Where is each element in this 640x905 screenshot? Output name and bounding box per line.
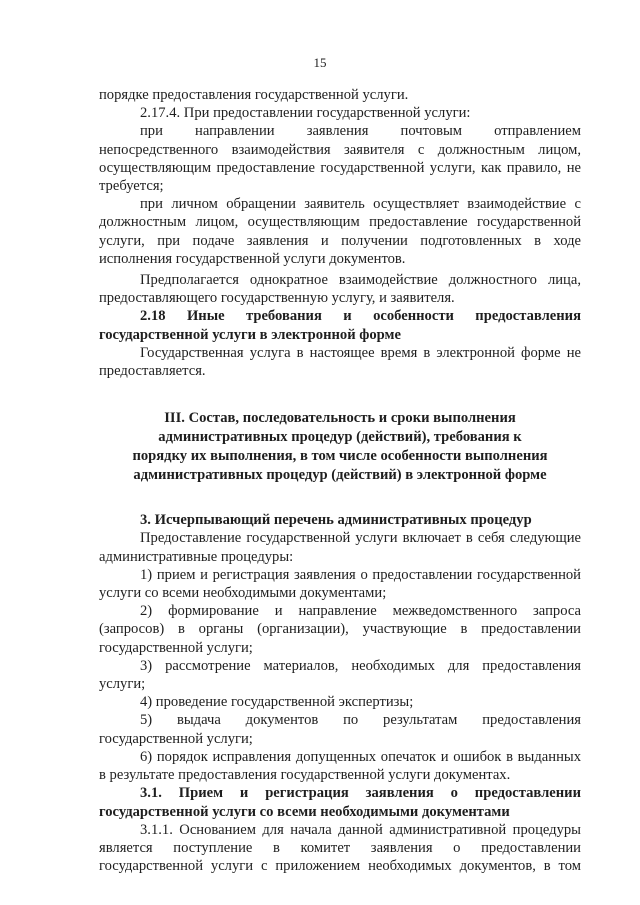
paragraph-electronic: Государственная услуга в настоящее время в электронной форме не предоставляется. xyxy=(99,344,581,380)
heading-3-1: 3.1. Прием и регистрация заявления о предоставлении государственной услуги со всеми необходимыми документами xyxy=(99,785,581,820)
paragraph-continuation: порядке предоставления государственной услуги. xyxy=(99,87,409,103)
section-title-line: III. Состав, последовательность и сроки выполнения xyxy=(164,410,516,427)
section-title xyxy=(99,409,581,485)
paragraph-2-17-4: 2.17.4. При предоставлении государственной услуги: xyxy=(140,105,471,122)
list-item-3: 3) рассмотрение материалов, необходимых для предоставления услуги; xyxy=(99,657,581,693)
paragraph-interaction: Предполагается однократное взаимодействие должностного лица, предоставляющего государственную услугу, и заявителя. xyxy=(99,272,581,307)
document-body xyxy=(99,86,581,875)
list-item-6: 6) порядок исправления допущенных опечаток и ошибок в выданных в результате предоставления государственной услуги документах. xyxy=(99,748,581,784)
heading-3: 3. Исчерпывающий перечень административных процедур xyxy=(140,512,532,529)
section-title-line: порядку их выполнения, в том числе особенности выполнения xyxy=(132,448,548,465)
section-title-line: административных процедур (действий), требования к xyxy=(158,429,522,446)
page-number: 15 xyxy=(313,55,327,70)
list-item-4: 4) проведение государственной экспертизы; xyxy=(140,694,414,711)
heading-2-18: 2.18 Иные требования и особенности предоставления государственной услуги в электронной форме xyxy=(99,308,581,343)
list-item-2: 2) формирование и направление межведомственного запроса (запросов) в органы (организации), участвующие в предоставлении государственной услуги; xyxy=(99,603,581,656)
paragraph-postal: при направлении заявления почтовым отправлением непосредственного взаимодействия заявителя с должностным лицом, осуществляющим предоставление государственной услуги, как правило, не требуется; xyxy=(99,123,581,195)
paragraph-personal: при личном обращении заявитель осуществляет взаимодействие с должностным лицом, осуществляющим предоставление государственной услуги, при подаче заявления и получении подготовленных в ходе исполнения государственной услуги документов. xyxy=(99,196,581,267)
section-title-line: административных процедур (действий) в электронной форме xyxy=(133,467,547,484)
paragraph-includes: Предоставление государственной услуги включает в себя следующие административные процедуры: xyxy=(99,530,581,565)
list-item-1: 1) прием и регистрация заявления о предоставлении государственной услуги со всеми необходимыми документами; xyxy=(99,566,581,602)
list-item-5: 5) выдача документов по результатам предоставления государственной услуги; xyxy=(99,712,581,747)
paragraph-3-1-1: 3.1.1. Основанием для начала данной административной процедуры является поступление в комитет заявления о предоставлении государственной услуги с приложением необходимых документов, в том xyxy=(99,821,581,875)
